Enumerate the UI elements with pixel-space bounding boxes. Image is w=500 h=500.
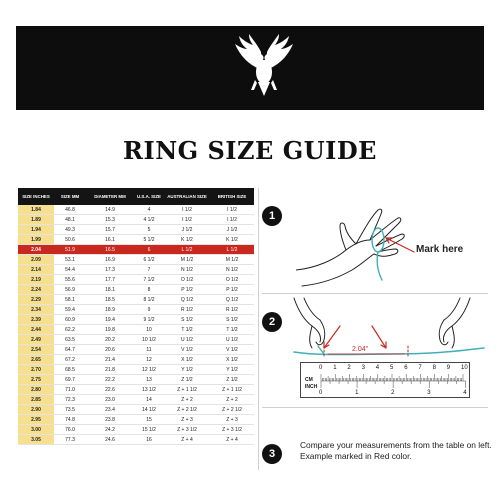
ruler-inch-number: 3 — [427, 390, 431, 396]
table-cell: Z + 2 1/2 — [222, 407, 242, 413]
table-cell: 56.9 — [65, 287, 75, 293]
column-header-usa-size: U.S.A. SIZE — [137, 194, 161, 199]
table-cell: 2.34 — [18, 305, 54, 314]
table-cell: P 1/2 — [181, 287, 193, 293]
table-cell: 59.4 — [65, 307, 75, 313]
table-row — [18, 305, 254, 315]
table-row — [18, 405, 254, 415]
table-row — [18, 335, 254, 345]
table-cell: 76.0 — [65, 427, 75, 433]
table-row — [18, 435, 254, 445]
step-3-badge: 3 — [262, 444, 282, 464]
table-cell: 19.8 — [105, 327, 115, 333]
table-cell: 18.9 — [105, 307, 115, 313]
table-cell: J 1/2 — [226, 227, 238, 233]
table-cell: 49.3 — [65, 227, 75, 233]
table-cell: 69.7 — [65, 377, 75, 383]
column-header-british-size: BRITISH SIZE — [217, 194, 247, 199]
table-cell: 2.09 — [18, 255, 54, 264]
ruler-cm-number: 10 — [461, 365, 468, 371]
table-cell: 72.3 — [65, 397, 75, 403]
table-cell: 18.5 — [105, 297, 115, 303]
column-header-diameter-mm: DIAMETER MM — [94, 194, 126, 199]
table-row — [18, 295, 254, 305]
table-cell: Q 1/2 — [225, 297, 239, 303]
table-cell: Y 1/2 — [181, 367, 193, 373]
table-cell: Z + 2 — [226, 397, 238, 403]
table-cell: J 1/2 — [181, 227, 193, 233]
table-cell: 7 — [147, 267, 151, 273]
table-cell: Q 1/2 — [180, 297, 194, 303]
table-cell: M 1/2 — [180, 257, 194, 263]
ruler-cm-number: 8 — [432, 365, 436, 371]
ruler-inch-label: INCH — [305, 384, 318, 390]
table-row — [18, 315, 254, 325]
ruler-cm-number: 1 — [333, 365, 337, 371]
ruler-inch-number: 1 — [355, 390, 359, 396]
table-cell: N 1/2 — [226, 267, 238, 273]
column-header-australian-size: AUSTRALIAN SIZE — [167, 194, 207, 199]
table-cell: Z + 2 1/2 — [177, 407, 197, 413]
measuring-ruler — [300, 362, 470, 398]
table-cell: 11 — [146, 347, 152, 353]
table-cell: Z 1/2 — [226, 377, 238, 383]
ruler-cm-number: 4 — [375, 365, 380, 371]
table-cell: R 1/2 — [181, 307, 193, 313]
table-cell: 2.90 — [18, 405, 54, 414]
table-cell: S 1/2 — [226, 317, 238, 323]
table-cell: I 1/2 — [182, 217, 192, 223]
table-cell: 51.9 — [65, 247, 75, 253]
table-row — [18, 385, 254, 395]
table-cell: 5 — [147, 227, 151, 233]
table-cell: Z + 3 — [226, 417, 238, 423]
table-cell: O 1/2 — [180, 277, 194, 283]
ruler-cm-number: 5 — [390, 365, 394, 371]
table-cell: Z + 3 1/2 — [177, 427, 197, 433]
table-cell: 14 1/2 — [142, 407, 156, 413]
table-cell: 2.70 — [18, 365, 54, 374]
table-cell: 17.3 — [105, 267, 115, 273]
table-cell: Y 1/2 — [226, 367, 238, 373]
table-cell: 15 1/2 — [142, 427, 156, 433]
table-cell: T 1/2 — [181, 327, 193, 333]
table-cell: 2.75 — [18, 375, 54, 384]
table-cell: V 1/2 — [181, 347, 193, 353]
table-cell: 62.2 — [65, 327, 75, 333]
table-cell: 1.84 — [18, 205, 54, 214]
table-cell: P 1/2 — [226, 287, 238, 293]
table-cell: V 1/2 — [226, 347, 238, 353]
ruler-cm-number: 2 — [347, 365, 351, 371]
ruler-cm-number: 7 — [418, 365, 422, 371]
step-2-badge: 2 — [262, 312, 282, 332]
table-cell: 20.6 — [105, 347, 115, 353]
table-cell: 58.1 — [65, 297, 75, 303]
table-cell: 2.44 — [18, 325, 54, 334]
column-divider — [258, 188, 259, 470]
table-cell: 77.3 — [65, 437, 75, 443]
table-cell: I 1/2 — [227, 207, 237, 213]
table-cell: 3.00 — [18, 425, 54, 434]
table-cell: N 1/2 — [181, 267, 193, 273]
measurement-label: 2.04" — [352, 346, 369, 353]
table-cell: Z + 4 — [181, 437, 193, 443]
table-cell: 22.6 — [105, 387, 115, 393]
table-cell: 50.6 — [65, 237, 75, 243]
table-row — [18, 365, 254, 375]
table-row — [18, 415, 254, 425]
table-row — [18, 325, 254, 335]
table-cell: 64.7 — [65, 347, 75, 353]
table-cell: 2.80 — [18, 385, 54, 394]
ruler-cm-number: 3 — [361, 365, 365, 371]
table-cell: 16.5 — [105, 247, 115, 253]
mark-here-label: Mark here — [416, 244, 464, 255]
table-cell: O 1/2 — [225, 277, 239, 283]
table-cell: Z + 2 — [181, 397, 193, 403]
table-cell: 46.8 — [65, 207, 75, 213]
table-row — [18, 265, 254, 275]
table-cell: 9 — [147, 307, 151, 313]
table-cell: 4 — [147, 207, 151, 213]
table-cell: 54.4 — [65, 267, 75, 273]
table-cell: 55.6 — [65, 277, 75, 283]
table-cell: 71.0 — [65, 387, 75, 393]
table-row — [18, 395, 254, 405]
table-cell: 24.2 — [105, 427, 115, 433]
table-cell: 2.65 — [18, 355, 54, 364]
table-cell: Z + 3 — [181, 417, 193, 423]
table-cell: T 1/2 — [226, 327, 238, 333]
table-header — [18, 188, 254, 205]
table-cell: 21.4 — [105, 357, 115, 363]
table-cell: 2.19 — [18, 275, 54, 284]
table-cell: 15.7 — [105, 227, 115, 233]
table-cell: 2.24 — [18, 285, 54, 294]
table-cell: 23.0 — [105, 397, 115, 403]
table-row-highlighted — [18, 245, 254, 255]
table-cell: 63.5 — [65, 337, 75, 343]
table-cell: 15 — [146, 417, 152, 423]
table-cell: 2.04 — [18, 245, 54, 254]
ruler-inch-number: 4 — [463, 390, 467, 396]
ruler-inch-number: 2 — [391, 390, 395, 396]
step-divider — [262, 293, 488, 294]
ruler-cm-number: 0 — [319, 365, 323, 371]
table-cell: 6 — [147, 247, 151, 253]
table-row — [18, 255, 254, 265]
table-row — [18, 235, 254, 245]
table-cell: 13 — [146, 377, 152, 383]
table-cell: M 1/2 — [225, 257, 239, 263]
table-cell: 1.99 — [18, 235, 54, 244]
page-title: RING SIZE GUIDE — [123, 136, 377, 165]
step-divider — [262, 407, 488, 408]
table-cell: Z 1/2 — [181, 377, 193, 383]
table-cell: 16 — [146, 437, 152, 443]
table-cell: K 1/2 — [181, 237, 193, 243]
ruler-inch-number: 0 — [319, 390, 323, 396]
table-cell: 12 — [146, 357, 152, 363]
table-cell: I 1/2 — [182, 207, 192, 213]
table-cell: X 1/2 — [181, 357, 193, 363]
table-cell: 12 1/2 — [142, 367, 156, 373]
table-cell: U 1/2 — [226, 337, 238, 343]
table-cell: 4 1/2 — [143, 217, 155, 223]
table-cell: Z + 1 1/2 — [222, 387, 242, 393]
table-body — [18, 205, 254, 445]
table-cell: 2.54 — [18, 345, 54, 354]
table-cell: 17.7 — [105, 277, 115, 283]
ruler-cm-number: 9 — [446, 365, 451, 371]
table-row — [18, 225, 254, 235]
table-cell: 1.89 — [18, 215, 54, 224]
ruler-cm-number: 6 — [404, 365, 408, 371]
table-cell: 15.3 — [105, 217, 115, 223]
table-cell: 6 1/2 — [143, 257, 155, 263]
ruler-cm-label: CM — [305, 377, 313, 383]
table-cell: 8 1/2 — [143, 297, 155, 303]
table-cell: Z + 1 1/2 — [177, 387, 197, 393]
table-row — [18, 205, 254, 215]
column-header-size-inches: SIZE INCHES — [22, 194, 50, 199]
hands-measuring-thread-icon — [290, 296, 486, 358]
table-cell: 10 — [146, 327, 152, 333]
table-row — [18, 355, 254, 365]
table-cell: 2.14 — [18, 265, 54, 274]
table-cell: 21.8 — [105, 367, 115, 373]
table-cell: 18.1 — [105, 287, 115, 293]
table-row — [18, 285, 254, 295]
table-cell: 2.95 — [18, 415, 54, 424]
table-cell: 53.1 — [65, 257, 75, 263]
table-cell: 1.94 — [18, 225, 54, 234]
table-cell: X 1/2 — [226, 357, 238, 363]
table-cell: 2.85 — [18, 395, 54, 404]
table-cell: Z + 3 1/2 — [222, 427, 242, 433]
table-cell: 24.6 — [105, 437, 115, 443]
table-cell: Z + 4 — [226, 437, 238, 443]
table-cell: 2.29 — [18, 295, 54, 304]
table-cell: 22.2 — [105, 377, 115, 383]
table-cell: 19.4 — [105, 317, 115, 323]
table-cell: 60.9 — [65, 317, 75, 323]
table-row — [18, 215, 254, 225]
table-cell: 74.8 — [65, 417, 75, 423]
table-cell: S 1/2 — [181, 317, 193, 323]
table-cell: K 1/2 — [226, 237, 238, 243]
table-cell: 2.39 — [18, 315, 54, 324]
table-cell: 16.9 — [105, 257, 115, 263]
table-cell: L 1/2 — [181, 247, 193, 253]
table-cell: 23.8 — [105, 417, 115, 423]
table-cell: 2.49 — [18, 335, 54, 344]
table-cell: 48.1 — [65, 217, 75, 223]
table-row — [18, 375, 254, 385]
table-cell: 3.05 — [18, 435, 54, 444]
table-cell: U 1/2 — [181, 337, 193, 343]
step-3-instructions: Compare your measurements from the table on left. Example marked in Red color. — [300, 440, 492, 461]
table-row — [18, 275, 254, 285]
table-cell: 8 — [147, 287, 151, 293]
table-cell: 9 1/2 — [143, 317, 155, 323]
table-cell: 23.4 — [105, 407, 115, 413]
table-cell: 14.9 — [105, 207, 115, 213]
table-cell: 16.1 — [105, 237, 115, 243]
table-cell: 67.2 — [65, 357, 75, 363]
double-headed-eagle-icon — [229, 30, 299, 106]
table-cell: L 1/2 — [226, 247, 238, 253]
brand-banner — [16, 26, 484, 110]
table-row — [18, 345, 254, 355]
table-cell: 10 1/2 — [142, 337, 156, 343]
table-cell: 73.5 — [65, 407, 75, 413]
table-cell: I 1/2 — [227, 217, 237, 223]
table-row — [18, 425, 254, 435]
table-cell: 68.5 — [65, 367, 75, 373]
table-cell: 20.2 — [105, 337, 115, 343]
step-1-badge: 1 — [262, 206, 282, 226]
table-cell: 13 1/2 — [142, 387, 156, 393]
ruler-ticks — [301, 363, 471, 399]
table-cell: 7 1/2 — [143, 277, 155, 283]
column-header-size-mm: SIZE MM — [60, 194, 80, 199]
table-cell: R 1/2 — [226, 307, 238, 313]
table-cell: 5 1/2 — [143, 237, 155, 243]
ring-size-table — [18, 188, 254, 445]
table-cell: 14 — [146, 397, 152, 403]
